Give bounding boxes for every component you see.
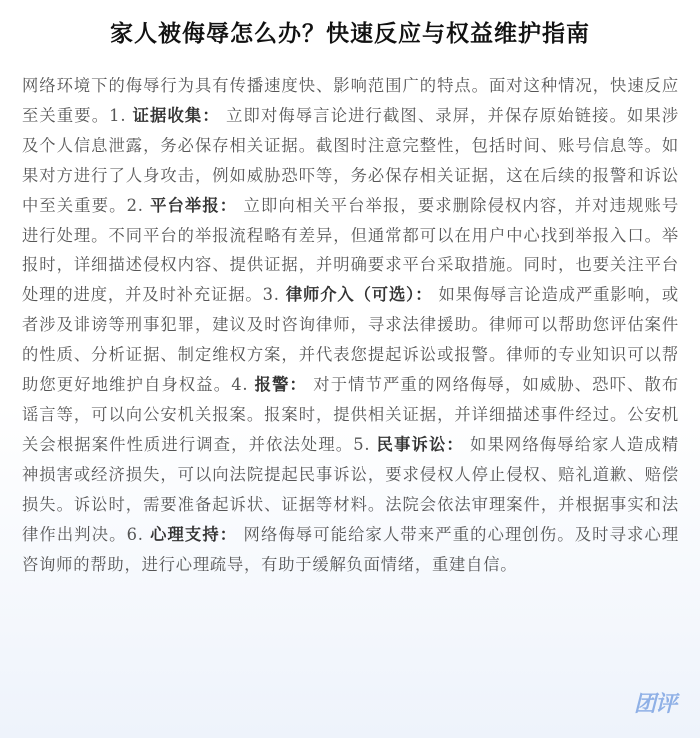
section-number: 5. [353,434,371,454]
section-heading: 民事诉讼： [376,434,464,454]
section-heading: 报警： [254,375,307,395]
section-text: 网络侮辱可能给家人带来严重的心理创伤。及时寻求心理咨询师的帮助，进行心理疏导，有助于缓解负面情绪，重建自信。 [22,524,679,574]
logo-text: 团评 [633,691,676,717]
section-number: 3. [262,285,280,305]
section-number: 2. [126,195,144,215]
section-number: 4. [231,375,249,395]
section-heading: 证据收集： [132,105,220,125]
section-text: 如果网络侮辱给家人造成精神损害或经济损失，可以向法院提起民事诉讼，要求侵权人停止侵权、赔礼道歉、赔偿损失。诉讼时，需要准备起诉状、证据等材料。法院会依法审理案件，并根据事实和法律作出判决。 [22,434,679,544]
section-heading: 心理支持： [150,524,238,544]
article-intro: 网络环境下的侮辱行为具有传播速度快、影响范围广的特点。面对这种情况，快速反应至关重要。 [22,76,679,125]
article-title: 家人被侮辱怎么办？快速反应与权益维护指南 [110,21,590,47]
section-text: 立即对侮辱言论进行截图、录屏，并保存原始链接。如果涉及个人信息泄露，务必保存相关证据。截图时注意完整性，包括时间、账号信息等。如果对方进行了人身攻击，例如威胁恐吓等，务必保存相关证据，这在后续的报警和诉讼中至关重要。 [22,105,679,215]
section-text: 对于情节严重的网络侮辱，如威胁、恐吓、散布谣言等，可以向公安机关报案。报案时，提供相关证据，并详细描述事件经过。公安机关会根据案件性质进行调查，并依法处理。 [22,375,679,454]
brand-logo [630,688,680,716]
section-number: 6. [126,524,144,544]
section-heading: 平台举报： [150,195,238,215]
article-body [22,71,679,579]
section-number: 1. [109,105,127,125]
section-text: 立即向相关平台举报，要求删除侵权内容，并对违规账号进行处理。不同平台的举报流程略有差异，但通常都可以在用户中心找到举报入口。举报时，详细描述侵权内容、提供证据，并明确要求平台采取措施。同时，也要关注平台处理的进度，并及时补充证据。 [22,195,679,305]
section-text: 如果侮辱言论造成严重影响，或者涉及诽谤等刑事犯罪，建议及时咨询律师，寻求法律援助。律师可以帮助您评估案件的性质、分析证据、制定维权方案，并代表您提起诉讼或报警。律师的专业知识可以帮助您更好地维护自身权益。 [22,285,680,395]
section-heading: 律师介入（可选）： [285,285,433,305]
